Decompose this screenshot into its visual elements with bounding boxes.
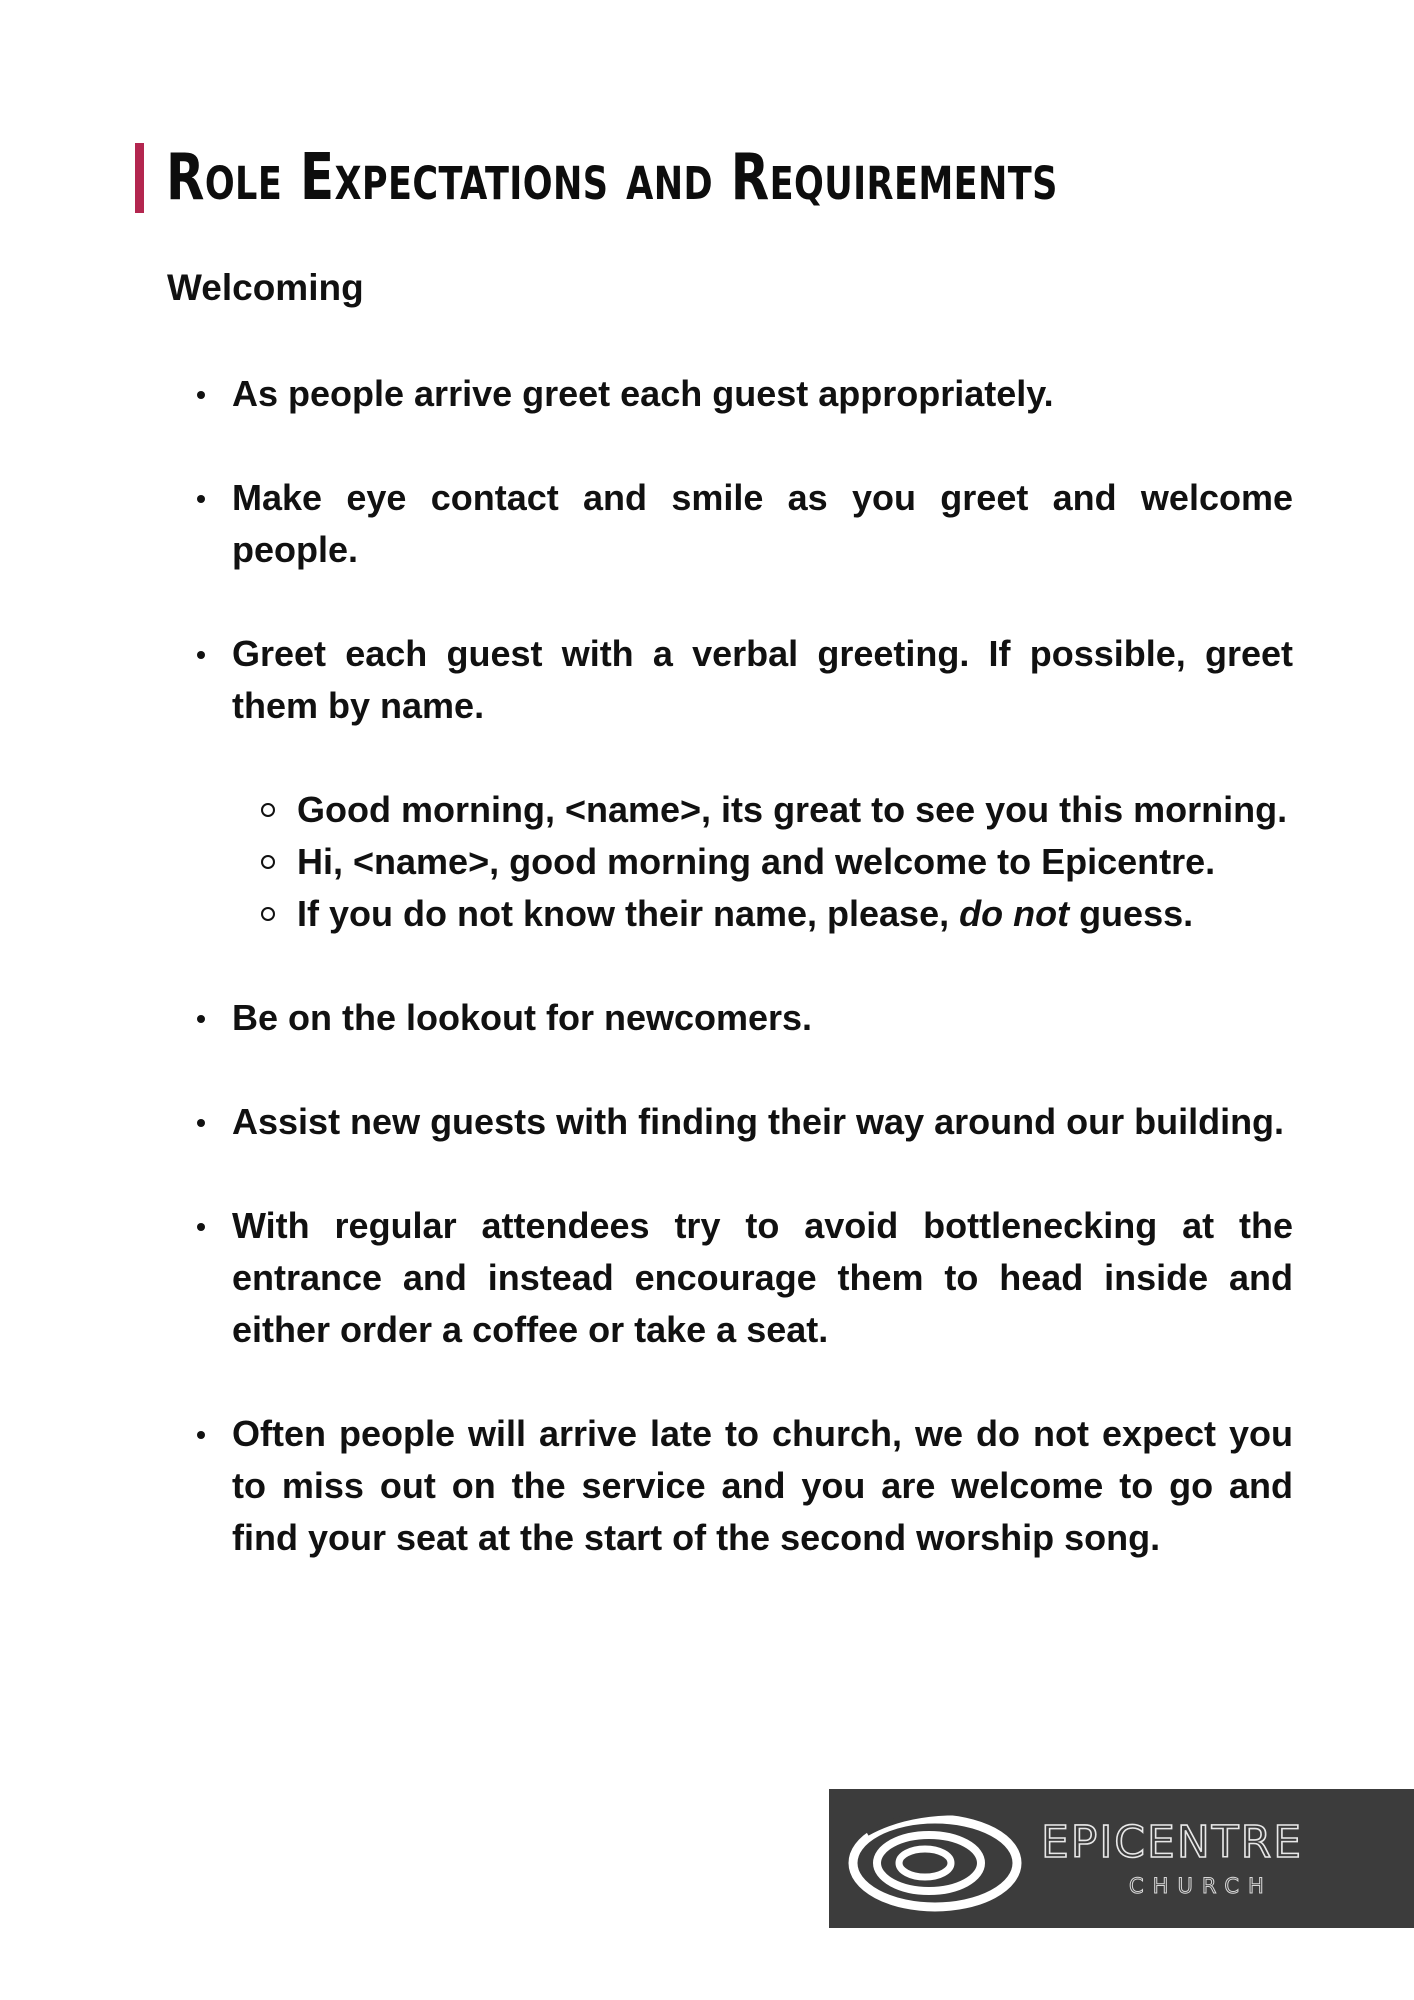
- list-item: As people arrive greet each guest appropriately.: [167, 368, 1293, 420]
- list-item: Be on the lookout for newcomers.: [167, 992, 1293, 1044]
- emphasis-text: do not: [959, 893, 1070, 934]
- expectations-list: [167, 368, 1293, 1564]
- logo-name: EPICENTRE: [1041, 1817, 1303, 1868]
- swirl-logo-icon: [847, 1803, 1027, 1915]
- epicentre-logo: [829, 1789, 1414, 1928]
- page-title: Role Expectations and Requirements: [166, 141, 1058, 215]
- sub-item-text: If you do not know their name, please,: [297, 893, 960, 934]
- list-item: Make eye contact and smile as you greet and welcome people.: [167, 472, 1293, 576]
- list-item: With regular attendees try to avoid bottlenecking at the entrance and instead encourage them to head inside and either order a coffee or take a seat.: [167, 1200, 1293, 1356]
- title-accent-bar: [135, 143, 144, 213]
- section-heading: Welcoming: [167, 267, 364, 308]
- sub-item-text: guess.: [1069, 893, 1194, 934]
- sub-list-item: [232, 888, 1293, 940]
- logo-subtitle: CHURCH: [1129, 1874, 1273, 1898]
- expectations-content: [167, 368, 1293, 1616]
- sub-list-item: Good morning, <name>, its great to see you this morning.: [232, 784, 1293, 836]
- greeting-examples-list: [232, 784, 1293, 940]
- list-item: [167, 628, 1293, 940]
- list-item: Assist new guests with finding their way around our building.: [167, 1096, 1293, 1148]
- sub-list-item: Hi, <name>, good morning and welcome to Epicentre.: [232, 836, 1293, 888]
- list-item: Often people will arrive late to church, we do not expect you to miss out on the service and you are welcome to go and find your seat at the start of the second worship song.: [167, 1408, 1293, 1564]
- list-item-text: Greet each guest with a verbal greeting. If possible, greet them by name.: [232, 633, 1293, 726]
